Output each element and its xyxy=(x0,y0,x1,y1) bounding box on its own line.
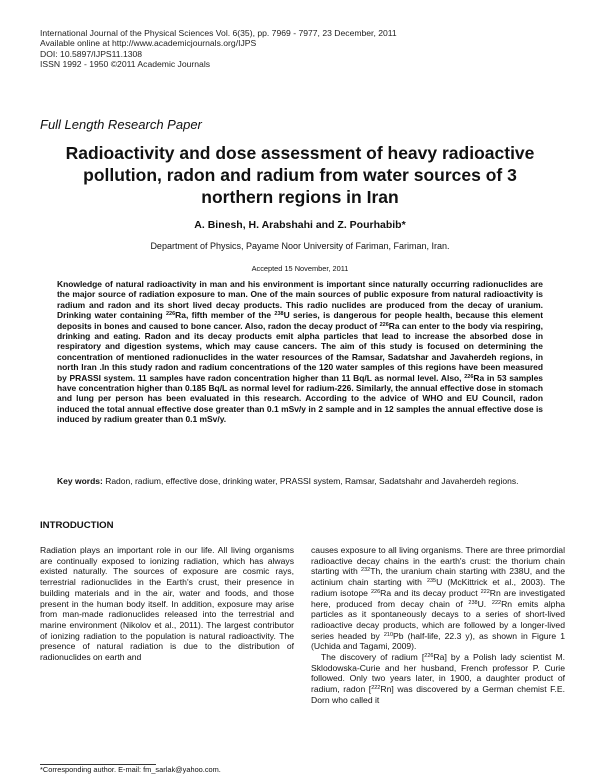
introduction-heading: INTRODUCTION xyxy=(40,520,114,531)
paper-type: Full Length Research Paper xyxy=(40,117,202,132)
isotope-superscript: 238 xyxy=(468,599,478,606)
right-column xyxy=(311,545,565,706)
intro-paragraph-continued xyxy=(311,545,565,652)
body-text: Ra and its decay product xyxy=(380,587,481,598)
journal-citation: International Journal of the Physical Sciences Vol. 6(35), pp. 7969 - 7977, 23 December, 2011 xyxy=(40,28,397,38)
online-availability[interactable]: Available online at http://www.academicjournals.org/IJPS xyxy=(40,38,257,49)
isotope-superscript: 226 xyxy=(165,311,176,318)
body-text: The discovery of radium [ xyxy=(321,652,425,663)
body-text: Rn] was discovered by a German chemist F.E. Dorn who called it xyxy=(311,684,565,705)
body-text: Rn emits alpha particles as it spontaneously decays to a series of short-lived radioactive decay products, which are followed by a longer-lived series headed by xyxy=(311,598,566,641)
abstract-text: U series, is dangerous for people health, because this element deposits in bones and caused to bone cancer. Also, radon the decay product of xyxy=(57,310,544,331)
isotope-superscript: 226 xyxy=(424,653,434,660)
abstract xyxy=(57,279,543,425)
keywords-text: Radon, radium, effective dose, drinking water, PRASSI system, Ramsar, Sadatshahr and Javaherdeh regions. xyxy=(102,476,519,486)
body-text: causes exposure to all living organisms. There are three primordial radioactive decay chains in the earth's crust: the thorium chain starting with xyxy=(311,545,565,577)
issn: ISSN 1992 - 1950 ©2011 Academic Journals xyxy=(40,59,211,70)
keywords xyxy=(57,476,543,486)
isotope-superscript: 226 xyxy=(464,373,474,380)
corresponding-author-footnote: *Corresponding author. E-mail: fm_sarlak@yahoo.com. xyxy=(40,765,221,774)
left-column xyxy=(40,545,294,663)
isotope-superscript: 232 xyxy=(361,567,371,574)
affiliation: Department of Physics, Payame Noor University of Fariman, Fariman, Iran. xyxy=(150,241,450,251)
abstract-text: Ra, fifth member of the xyxy=(175,310,275,321)
abstract-text: Knowledge of natural radioactivity in man and his environment is important since naturally occurring radionuclides are the major source of radiation exposure to man. One of the main sources of public exposure from natural radioactivity is radium and radon and its short lived decay products. This radio nuclides are produced from the decay of uranium. Drinking water containing xyxy=(57,279,543,321)
isotope-superscript: 222 xyxy=(491,599,502,606)
authors: A. Binesh, H. Arabshahi and Z. Pourhabib* xyxy=(194,219,406,231)
body-text: Ra] by a Polish lady scientist M. Sklodowska-Curie and her husband, French professor P. Curie followed. Only two years later, in 1900, a daughter product of radium, radon [ xyxy=(311,652,565,695)
isotope-superscript: 222 xyxy=(480,588,490,595)
isotope-superscript: 210 xyxy=(383,631,394,638)
isotope-superscript: 235 xyxy=(426,578,437,585)
isotope-superscript: 226 xyxy=(379,321,389,328)
abstract-text: Ra in 53 samples have concentration higher than 0.185 Bq/L as normal level for radium-226. Similarly, the annual effective dose in stomach and lung per person has been evaluated in this research. According to the advice of WHO and EU Council, radon induced the total annual effective dose greater than 0.1 mSv/y in 2 sample and in 12 samples the annual effective dose is induced by radium greater than 0.1 mSv/y. xyxy=(57,372,543,425)
isotope-superscript: 238 xyxy=(274,311,284,318)
abstract-text: Ra can enter to the body via respiring, drinking and eating. Radon and its decay products emit alpha particles that lead to increase the absorbed dose in respiratory and digestion systems, which may cause cancers. The aim of this study is focused on determining the concentration of mentioned radionuclides in the water resources of the Ramsar, Sadatshar and Javaherdeh regions, in north Iran .In this study radon and radium concentrations of the 120 water samples of this regions have been measured by PRASSI system. 11 samples have radon concentration higher than 11 Bq/L as normal level. Also, xyxy=(57,320,543,383)
paper-title: Radioactivity and dose assessment of heavy radioactive pollution, radon and radium from water sources of 3 northern regions in Iran xyxy=(65,143,535,207)
accepted-date: Accepted 15 November, 2011 xyxy=(251,264,349,273)
body-text: Pb (half-life, 22.3 y), as shown in Figure 1 (Uchida and Tagami, 2009). xyxy=(311,630,565,652)
isotope-superscript: 226 xyxy=(370,588,381,595)
body-text: U (McKittrick et al., 2003). The radium isotope xyxy=(311,577,565,598)
intro-paragraph: Radiation plays an important role in our life. All living organisms are continually exposed to ionizing radiation, which has always existed naturally. The sources of exposure are cosmic rays, terrestrial radionuclides in the Earth's crust, their presence in building materials and in the air, water and foods, and those present in the human body itself. In addition, exposure may arise from man-made radionuclides released into the terrestrial and marine environment (Nikolov et al., 2011). The largest contributor of ionizing radiation to the population is natural radioactivity. The presence of natural radiation is due to the distribution of radionuclides on earth and xyxy=(40,545,294,663)
isotope-superscript: 222 xyxy=(371,685,381,692)
keywords-label: Key words: xyxy=(57,476,103,486)
discovery-paragraph xyxy=(311,652,565,706)
journal-header xyxy=(40,28,397,70)
body-text: U. xyxy=(477,598,492,609)
body-text: Rn are investigated here, produced from decay chain of xyxy=(311,587,566,609)
doi: DOI: 10.5897/IJPS11.1308 xyxy=(40,48,143,59)
body-text: Th, the uranium chain starting with 238U, and the actinium chain starting with xyxy=(311,566,565,588)
